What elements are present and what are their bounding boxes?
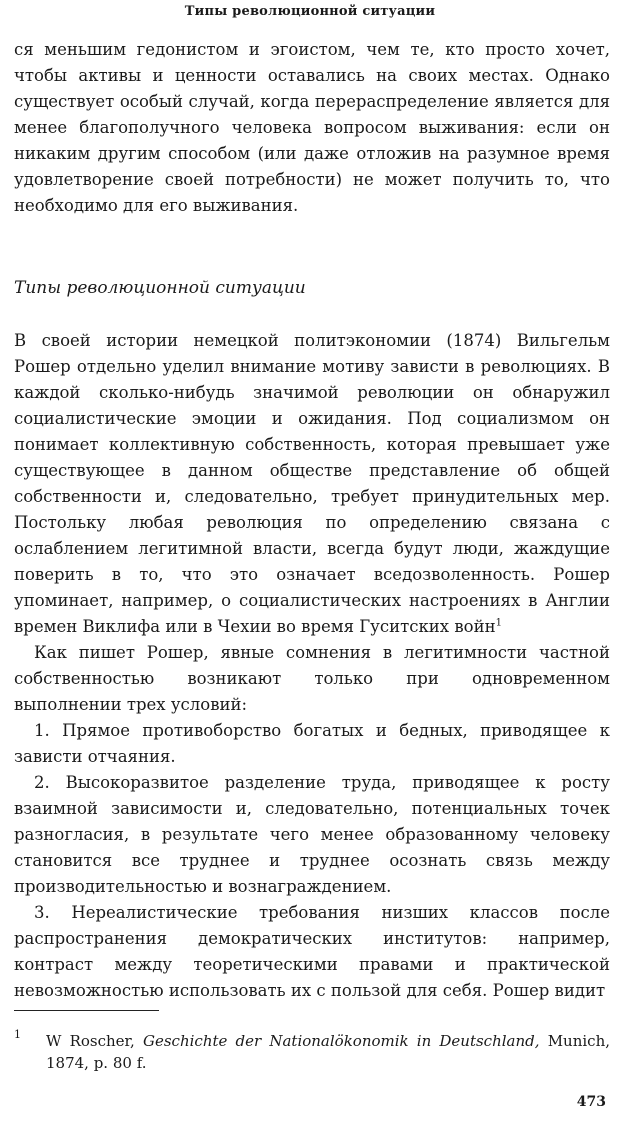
paragraph-2-text: В своей истории немецкой политэкономии (1874) Вильгельм Рошер отдельно уделил внимание мотиву зависти в революциях. В каждой сколько-нибудь значимой революции он обнаружил социалистические эмоции и ожидания. Под социализмом он понимает коллективную собственность, которая превышает уже существующее в данном обществе представление об общей собственности и, следовательно, требует принудительных мер. Постольку любая революция по определению связана с ослаблением легитимной власти, всегда будут люди, жаждущие поверить в то, что это означает вседозволенность. Рошер упоминает, например, о социалистических настроениях в Англии времен Виклифа или в Чехии во время Гуситских войн — [14, 331, 610, 636]
paragraph-continued — [14, 37, 610, 219]
list-item-2: 2. Высокоразвитое разделение труда, приводящее к росту взаимной зависимости и, следовательно, потенциальных точек разногласия, в результате чего менее образованному человеку становится все труднее и труднее осознать связь между производительностью и вознаграждением. — [14, 773, 610, 896]
paragraph-1: ся меньшим гедонистом и эгоистом, чем те, кто просто хочет, чтобы активы и ценности оставались на своих местах. Однако существует особый случай, когда перераспределение является для менее благополучного человека вопросом выживания: если он никаким другим способом (или даже отложив на разумное время удовлетворение своей потребности) не может получить то, что необходимо для его выживания. — [14, 40, 610, 215]
footnote-reference: 1 — [495, 617, 502, 629]
page-number: 473 — [576, 1094, 606, 1110]
footnote-author: W Roscher, — [46, 1032, 135, 1050]
footnote-details: Munich, 1874, p. 80 f. — [46, 1032, 610, 1072]
footnote-divider — [14, 1010, 159, 1011]
footnote-title: Geschichte der Nationalökonomik in Deutschland, — [143, 1032, 540, 1050]
running-head: Типы революционной ситуации — [184, 4, 436, 19]
section-heading: Типы революционной ситуации — [14, 278, 306, 298]
footnote — [14, 1030, 610, 1074]
list-item-1: 1. Прямое противоборство богатых и бедных, приводящее к зависти отчаяния. — [14, 721, 610, 766]
list-item-3: 3. Нереалистические требования низших классов после распространения демократических институтов: например, контраст между теоретическими правами и практической невозможностью использовать их с пользой для себя. Рошер видит — [14, 903, 610, 1000]
paragraph-3: Как пишет Рошер, явные сомнения в легитимности частной собственностью возникают только при одновременном выполнении трех условий: — [14, 643, 610, 714]
footnote-body — [14, 1030, 610, 1074]
footnote-number: 1 — [14, 1028, 21, 1041]
paragraph-2 — [14, 328, 610, 640]
section-body — [14, 328, 610, 1004]
